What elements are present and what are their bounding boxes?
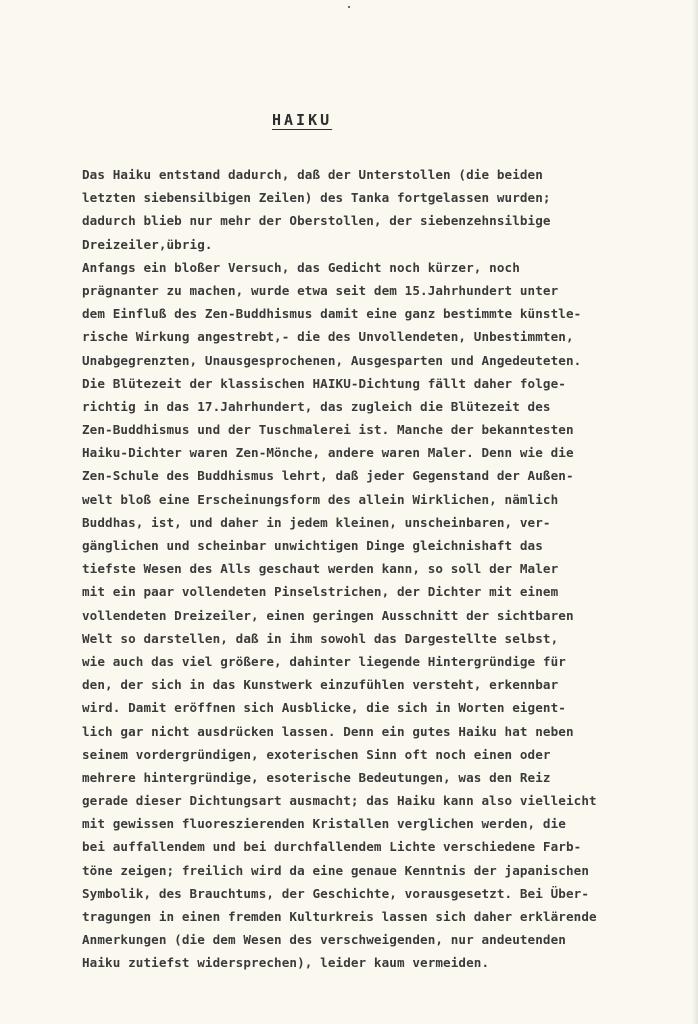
text-line: tiefste Wesen des Alls geschaut werden kann, so soll der Maler <box>82 561 559 577</box>
document-title: HAIKU <box>272 111 333 129</box>
text-line: welt bloß eine Erscheinungsform des allein Wirklichen, nämlich <box>82 491 559 507</box>
text-line: gänglichen und scheinbar unwichtigen Dinge gleichnishaft das <box>82 538 543 553</box>
text-line: Zen-Buddhismus und der Tuschmalerei ist. Manche der bekanntesten <box>82 422 574 438</box>
text-line: wie auch das viel größere, dahinter liegende Hintergründige für <box>82 653 566 669</box>
text-line: Symbolik, des Brauchtums, der Geschichte, vorausgesetzt. Bei Über- <box>82 885 590 901</box>
text-line: mit ein paar vollendeten Pinselstrichen, der Dichter mit einem <box>82 584 559 600</box>
text-line: lich gar nicht ausdrücken lassen. Denn ein gutes Haiku hat neben <box>82 723 574 739</box>
text-line: Haiku zutiefst widersprechen), leider kaum vermeiden. <box>82 955 490 971</box>
text-line: gerade dieser Dichtungsart ausmacht; das Haiku kann also vielleicht <box>82 793 597 809</box>
text-line: mit gewissen fluoreszierenden Kristallen verglichen werden, die <box>82 816 566 832</box>
document-body <box>82 163 682 975</box>
text-line: Buddhas, ist, und daher in jedem kleinen, unscheinbaren, ver- <box>82 514 551 530</box>
text-line: Die Blütezeit der klassischen HAIKU-Dichtung fällt daher folge- <box>82 375 566 391</box>
text-line: richtig in das 17.Jahrhundert, das zugleich die Blütezeit des <box>82 398 551 414</box>
text-line: prägnanter zu machen, wurde etwa seit dem 15.Jahrhundert unter <box>82 282 559 298</box>
text-line: bei auffallendem und bei durchfallendem Lichte verschiedene Farb- <box>82 839 582 855</box>
text-line: wird. Damit eröffnen sich Ausblicke, die sich in Worten eigent- <box>82 700 566 716</box>
text-line: Anmerkungen (die dem Wesen des verschweigenden, nur andeutenden <box>82 932 566 948</box>
text-line: den, der sich in das Kunstwerk einzufühlen versteht, erkennbar <box>82 677 559 693</box>
text-line: dadurch blieb nur mehr der Oberstollen, der siebenzehnsilbige <box>82 213 551 229</box>
paper-speck <box>348 6 350 8</box>
text-line: seinem vordergründigen, exoterischen Sinn oft noch einen oder <box>82 746 551 762</box>
text-line: töne zeigen; freilich wird da eine genaue Kenntnis der japanischen <box>82 862 590 878</box>
text-line: Haiku-Dichter waren Zen-Mönche, andere waren Maler. Denn wie die <box>82 445 574 461</box>
text-line: rische Wirkung angestrebt,- die des Unvollendeten, Unbestimmten, <box>82 329 574 345</box>
text-line: Anfangs ein bloßer Versuch, das Gedicht noch kürzer, noch <box>82 259 520 275</box>
text-line: letzten siebensilbigen Zeilen) des Tanka fortgelassen wurden; <box>82 190 551 206</box>
text-line: mehrere hintergründige, esoterische Bedeutungen, was den Reiz <box>82 769 551 785</box>
text-line: Zen-Schule des Buddhismus lehrt, daß jeder Gegenstand der Außen- <box>82 468 574 484</box>
text-line: vollendeten Dreizeiler, einen geringen Ausschnitt der sichtbaren <box>82 607 574 623</box>
text-line: Unabgegrenzten, Unausgesprochenen, Ausgesparten und Angedeuteten. <box>82 352 582 368</box>
text-line: Das Haiku entstand dadurch, daß der Unterstollen (die beiden <box>82 167 543 182</box>
text-line: tragungen in einen fremden Kulturkreis lassen sich daher erklärende <box>82 909 597 924</box>
text-line: dem Einfluß des Zen-Buddhismus damit eine ganz bestimmte künstle- <box>82 306 582 322</box>
text-line: Dreizeiler,übrig. <box>82 236 213 252</box>
text-line: Welt so darstellen, daß in ihm sowohl das Dargestellte selbst, <box>82 630 559 646</box>
